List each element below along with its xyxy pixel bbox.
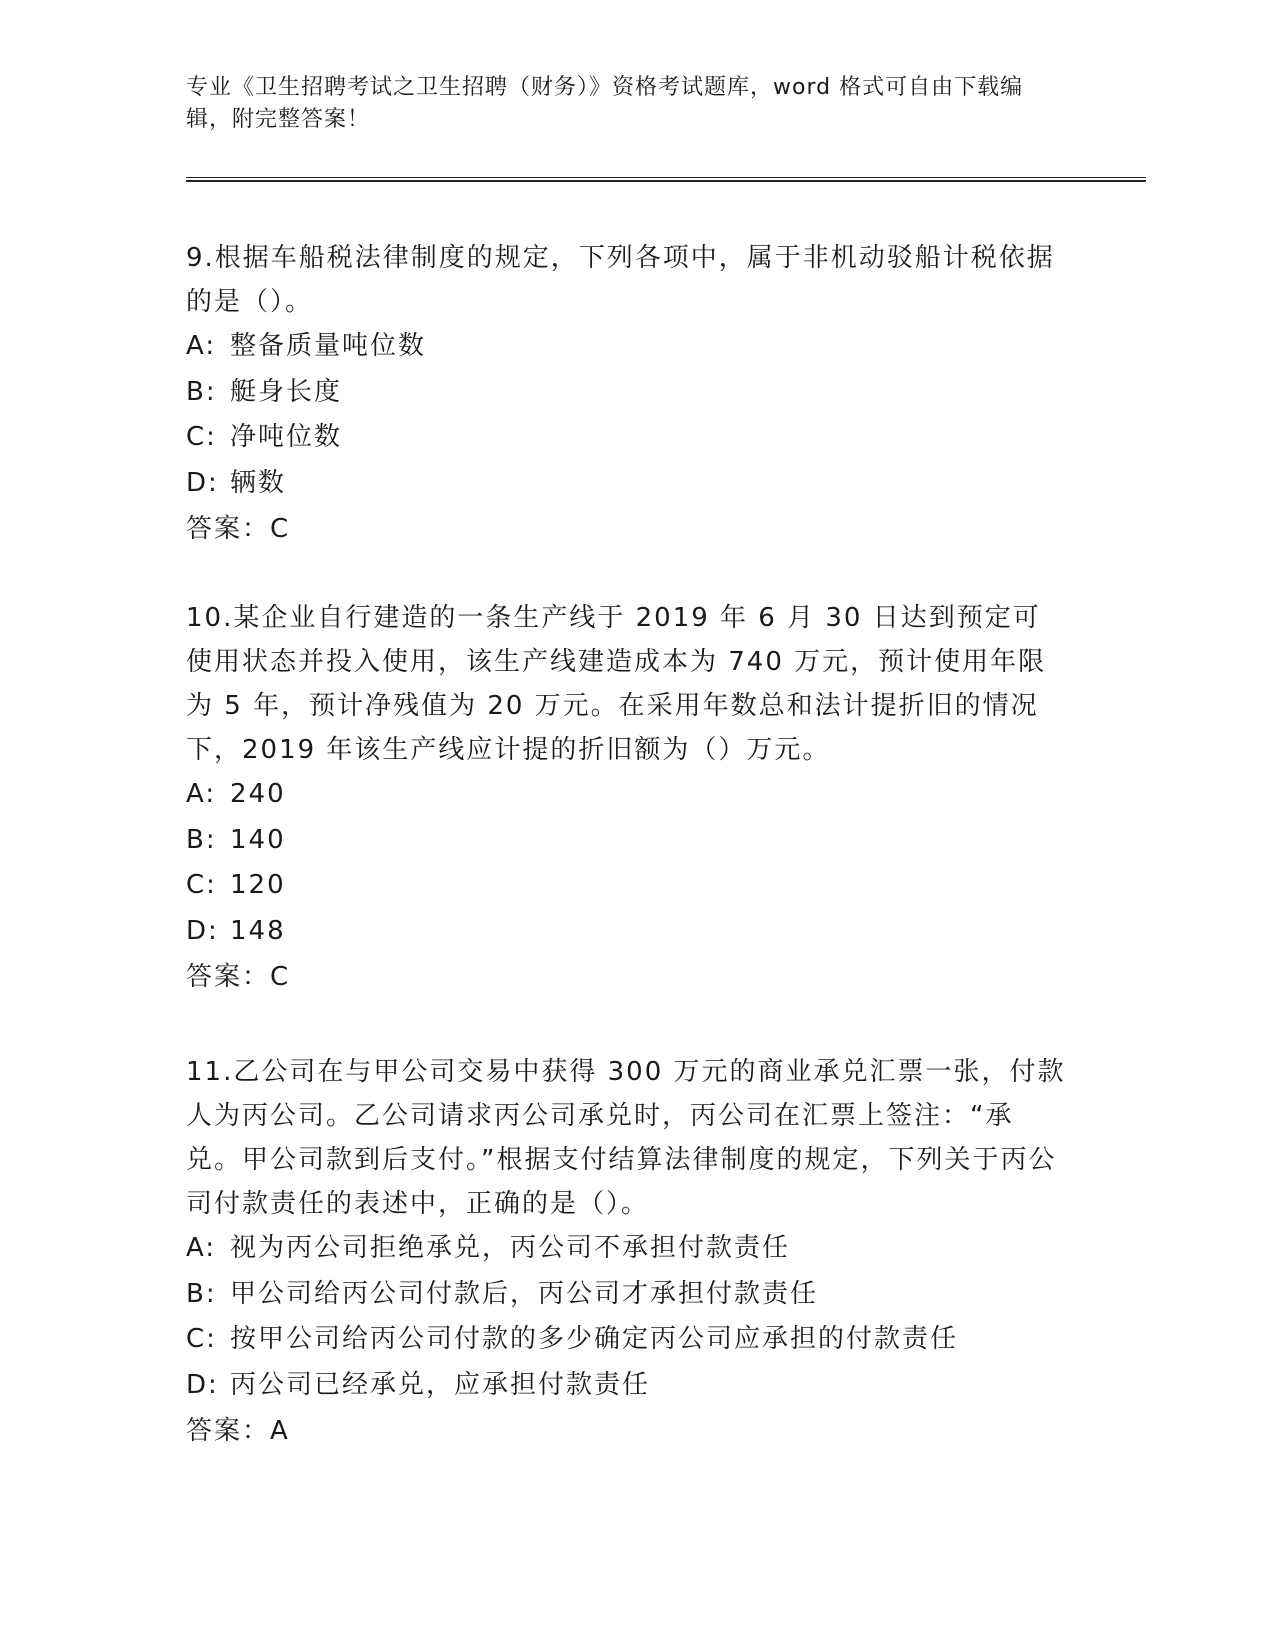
answer-line: 答案：C: [186, 962, 291, 992]
option-b: [186, 818, 1066, 864]
option-text: 辆数: [230, 467, 287, 498]
option-text: 120: [230, 870, 286, 900]
question-stem: 11.乙公司在与甲公司交易中获得 300 万元的商业承兑汇票一张，付款人为丙公司。乙公司请求丙公司承兑时，丙公司在汇票上签注：“承兑。甲公司款到后支付。”根据支付结算法律制度的规定，下列关于丙公司付款责任的表述中，正确的是（）。: [186, 1057, 1066, 1219]
option-text: 净吨位数: [230, 422, 343, 452]
option-text: 140: [230, 824, 286, 855]
option-b: [186, 1272, 1066, 1318]
option-d: [186, 461, 1066, 507]
option-key: A:: [186, 331, 217, 361]
option-key: C:: [186, 422, 217, 452]
question-9: [186, 236, 1066, 552]
option-d: [186, 909, 1066, 955]
header-divider: [186, 177, 1146, 182]
option-a: [186, 772, 1066, 818]
option-key: B:: [186, 376, 217, 407]
option-text: 148: [230, 915, 286, 946]
option-text: 240: [230, 779, 286, 809]
option-b: [186, 370, 1066, 416]
option-key: A:: [186, 1233, 217, 1263]
option-c: [186, 863, 1066, 909]
option-key: C:: [186, 870, 217, 900]
option-key: B:: [186, 824, 217, 855]
option-key: C:: [186, 1324, 217, 1354]
option-key: D:: [186, 467, 219, 498]
question-stem: 9.根据车船税法律制度的规定，下列各项中，属于非机动驳船计税依据的是（）。: [186, 243, 1055, 317]
option-text: 视为丙公司拒绝承兑，丙公司不承担付款责任: [230, 1233, 791, 1263]
header-text: 专业《卫生招聘考试之卫生招聘（财务）》资格考试题库，word 格式可自由下载编辑，附完整答案！: [186, 75, 1024, 132]
option-key: D:: [186, 915, 219, 946]
option-text: 甲公司给丙公司付款后，丙公司才承担付款责任: [230, 1278, 819, 1309]
option-text: 艇身长度: [230, 376, 343, 407]
option-key: B:: [186, 1278, 217, 1309]
question-10: [186, 596, 1066, 1000]
option-key: A:: [186, 779, 217, 809]
option-c: [186, 1317, 1066, 1363]
option-a: [186, 1226, 1066, 1272]
option-text: 按甲公司给丙公司付款的多少确定丙公司应承担的付款责任: [230, 1324, 959, 1354]
answer-line: 答案：C: [186, 514, 291, 544]
answer-line: 答案：A: [186, 1416, 290, 1446]
option-key: D:: [186, 1369, 219, 1400]
option-a: [186, 324, 1066, 370]
page-header: [186, 72, 1066, 136]
option-text: 丙公司已经承兑，应承担付款责任: [230, 1369, 651, 1400]
option-text: 整备质量吨位数: [230, 331, 427, 361]
option-c: [186, 415, 1066, 461]
option-d: [186, 1363, 1066, 1409]
question-11: [186, 1050, 1066, 1454]
question-stem: 10.某企业自行建造的一条生产线于 2019 年 6 月 30 日达到预定可使用状态并投入使用，该生产线建造成本为 740 万元，预计使用年限为 5 年，预计净残值为 20 万元。在采用年数总和法计提折旧的情况下，2019 年该生产线应计提的折旧额为（）万元。: [186, 603, 1047, 765]
